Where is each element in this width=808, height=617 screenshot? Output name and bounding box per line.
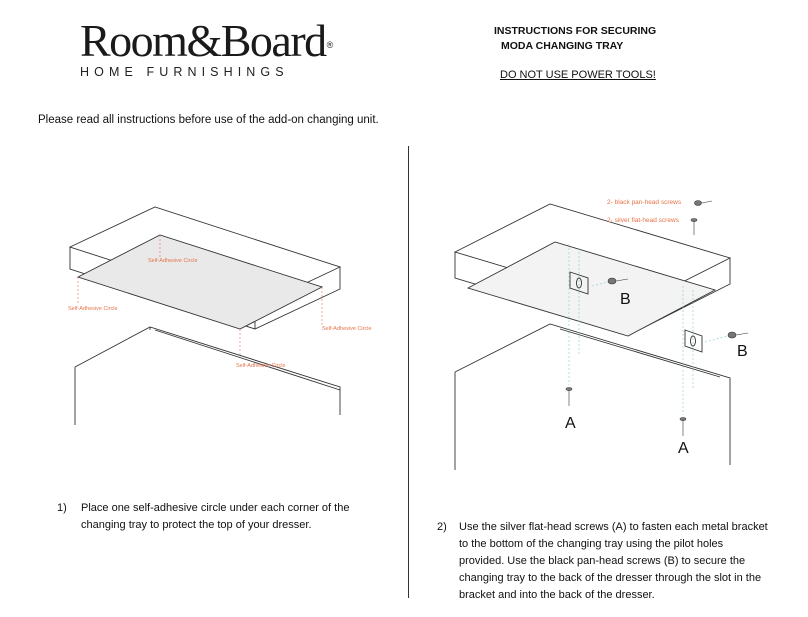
registered-mark: ® xyxy=(326,40,332,50)
legend-black-screws: 2- black pan-head screws xyxy=(607,199,682,206)
brand-tagline: HOME FURNISHINGS xyxy=(80,65,289,79)
step-2-number: 2) xyxy=(437,521,447,533)
label-b-right: B xyxy=(737,343,748,360)
legend-silver-screws: 2- silver flat-head screws xyxy=(607,217,679,224)
figure-adhesive-circles xyxy=(40,185,380,425)
step-2-line4: changing tray to the back of the dresser through the slot in the xyxy=(459,572,762,584)
adhesive-label-right: Self-Adhesive Circle xyxy=(322,326,372,332)
step-2-line5: bracket and into the back of the dresser. xyxy=(459,589,655,601)
brand-logo xyxy=(80,15,332,79)
adhesive-label-left: Self-Adhesive Circle xyxy=(68,306,118,312)
adhesive-label-bottom: Self-Adhesive Circle xyxy=(236,363,286,369)
label-a-right: A xyxy=(678,440,689,457)
step-2-line3: provided. Use the black pan-head screws (B) to secure the xyxy=(459,555,746,567)
step-1-number: 1) xyxy=(57,502,67,514)
dresser-top-2 xyxy=(455,324,730,465)
screw-a-left-icon xyxy=(566,388,572,407)
step-2-line1: Use the silver flat-head screws (A) to fasten each metal bracket xyxy=(459,521,768,533)
label-a-left: A xyxy=(565,415,576,432)
brand-name: Room&Board xyxy=(80,15,326,66)
doc-title-line1: INSTRUCTIONS FOR SECURING xyxy=(494,25,657,37)
step-1-line2: changing tray to protect the top of your dresser. xyxy=(81,519,312,531)
bracket-right xyxy=(685,330,702,352)
figure-bracket-install xyxy=(440,190,800,470)
step-1-line1: Place one self-adhesive circle under each corner of the xyxy=(81,502,350,514)
step-2 xyxy=(437,519,768,604)
label-b-left: B xyxy=(620,291,631,308)
screw-a-right-icon xyxy=(680,418,686,437)
doc-title-line2: MODA CHANGING TRAY xyxy=(501,40,624,52)
column-divider xyxy=(408,146,409,598)
dresser-top-edge xyxy=(75,327,340,415)
power-tools-warning: DO NOT USE POWER TOOLS! xyxy=(500,69,656,81)
legend-black-screw-icon xyxy=(695,201,713,206)
step-1 xyxy=(57,500,349,534)
step-2-line2: to the bottom of the changing tray using the pilot holes xyxy=(459,538,724,550)
adhesive-label-top: Self-Adhesive Circle xyxy=(148,258,198,264)
tray-underside-2 xyxy=(468,242,715,336)
legend-silver-screw-icon xyxy=(691,219,697,236)
intro-text: Please read all instructions before use of the add-on changing unit. xyxy=(38,114,379,126)
screw-b-right-icon xyxy=(728,332,748,338)
